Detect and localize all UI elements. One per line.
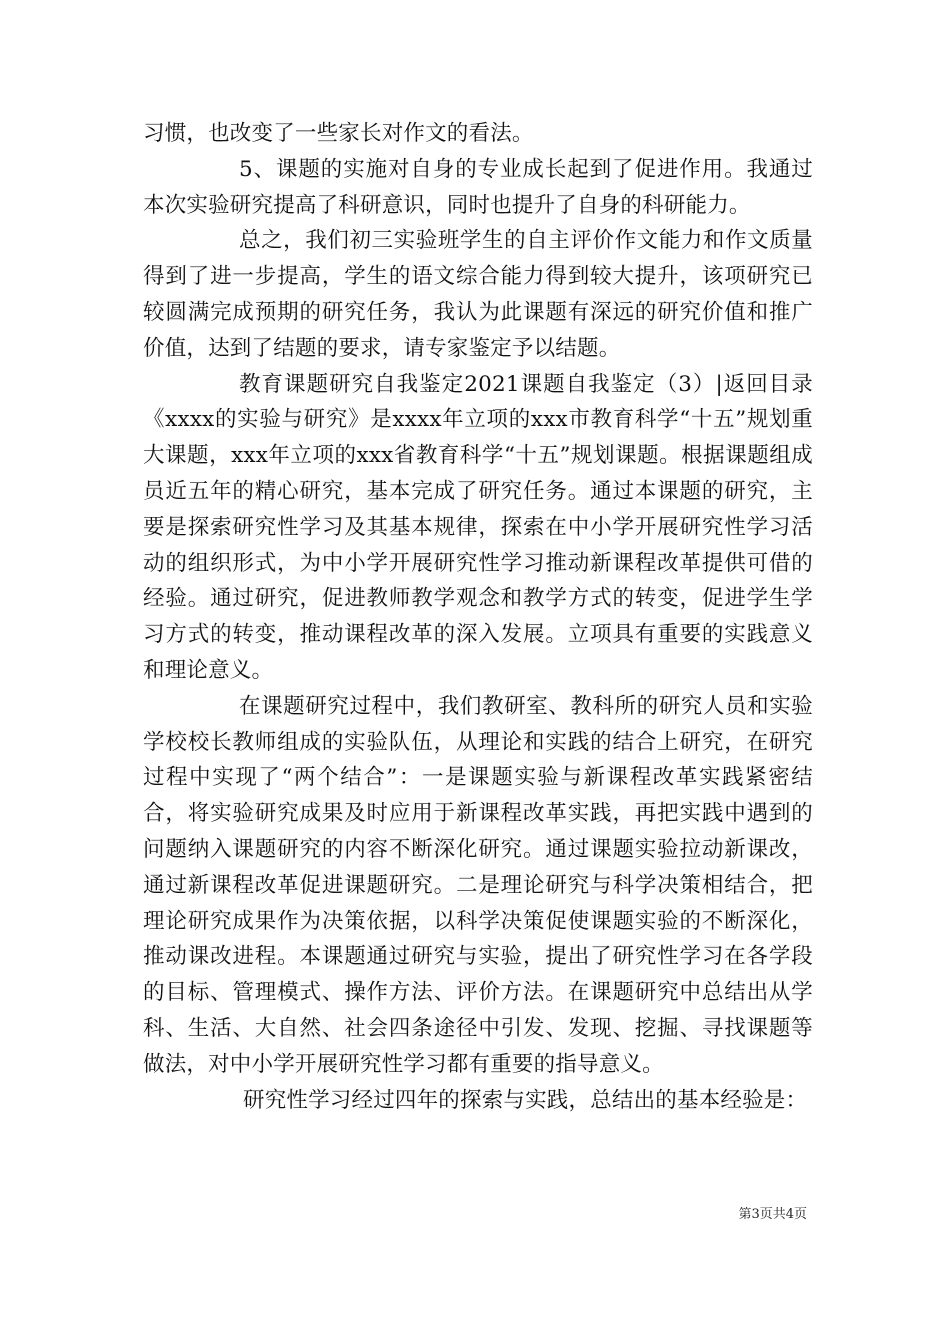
body-text [143, 116, 813, 1118]
paragraph-item-5: 5、课题的实施对自身的专业成长起到了促进作用。我通过本次实验研究提高了科研意识，同时也提升了自身的科研能力。 [143, 156, 813, 218]
paragraph-research-process: 在课题研究过程中，我们教研室、教科所的研究人员和实验学校校长教师组成的实验队伍，从理论和实践的结合上研究，在研究过程中实现了“两个结合”：一是课题实验与新课程改革实践紧密结合，将实验研究成果及时应用于新课程改革实践，再把实践中遇到的问题纳入课题研究的内容不断深化研究。通过课题实验拉动新课改，通过新课程改革促进课题研究。二是理论研究与科学决策相结合，把理论研究成果作为决策依据，以科学决策促使课题实验的不断深化，推动课改进程。本课题通过研究与实验，提出了研究性学习在各学段的目标、管理模式、操作方法、评价方法。在课题研究中总结出从学科、生活、大自然、社会四条途径中引发、发现、挖掘、寻找课题等做法，对中小学开展研究性学习都有重要的指导意义。 [143, 693, 813, 1077]
page-number-footer: 第3页共4页 [738, 1207, 807, 1222]
paragraph-continuation: 习惯，也改变了一些家长对作文的看法。 [143, 121, 534, 146]
paragraph-self-assessment-3: 教育课题研究自我鉴定2021课题自我鉴定（3）|返回目录《xxxx的实验与研究》是xxxx年立项的xxx市教育科学“十五”规划重大课题，xxx年立项的xxx省教育科学“十五”规划课题。根据课题组成员近五年的精心研究，基本完成了研究任务。通过本课题的研究，主要是探索研究性学习及其基本规律，探索在中小学开展研究性学习活动的组织形式，为中小学开展研究性学习推动新课程改革提供可借的经验。通过研究，促进教师教学观念和教学方式的转变，促进学生学习方式的转变，推动课程改革的深入发展。立项具有重要的实践意义和理论意义。 [143, 371, 813, 683]
paragraph-basic-experience: 研究性学习经过四年的探索与实践，总结出的基本经验是： [243, 1087, 808, 1113]
paragraph-summary: 总之，我们初三实验班学生的自主评价作文能力和作文质量得到了进一步提高，学生的语文综合能力得到较大提升，该项研究已较圆满完成预期的研究任务，我认为此课题有深远的研究价值和推广价值，达到了结题的要求，请专家鉴定予以结题。 [143, 228, 813, 361]
